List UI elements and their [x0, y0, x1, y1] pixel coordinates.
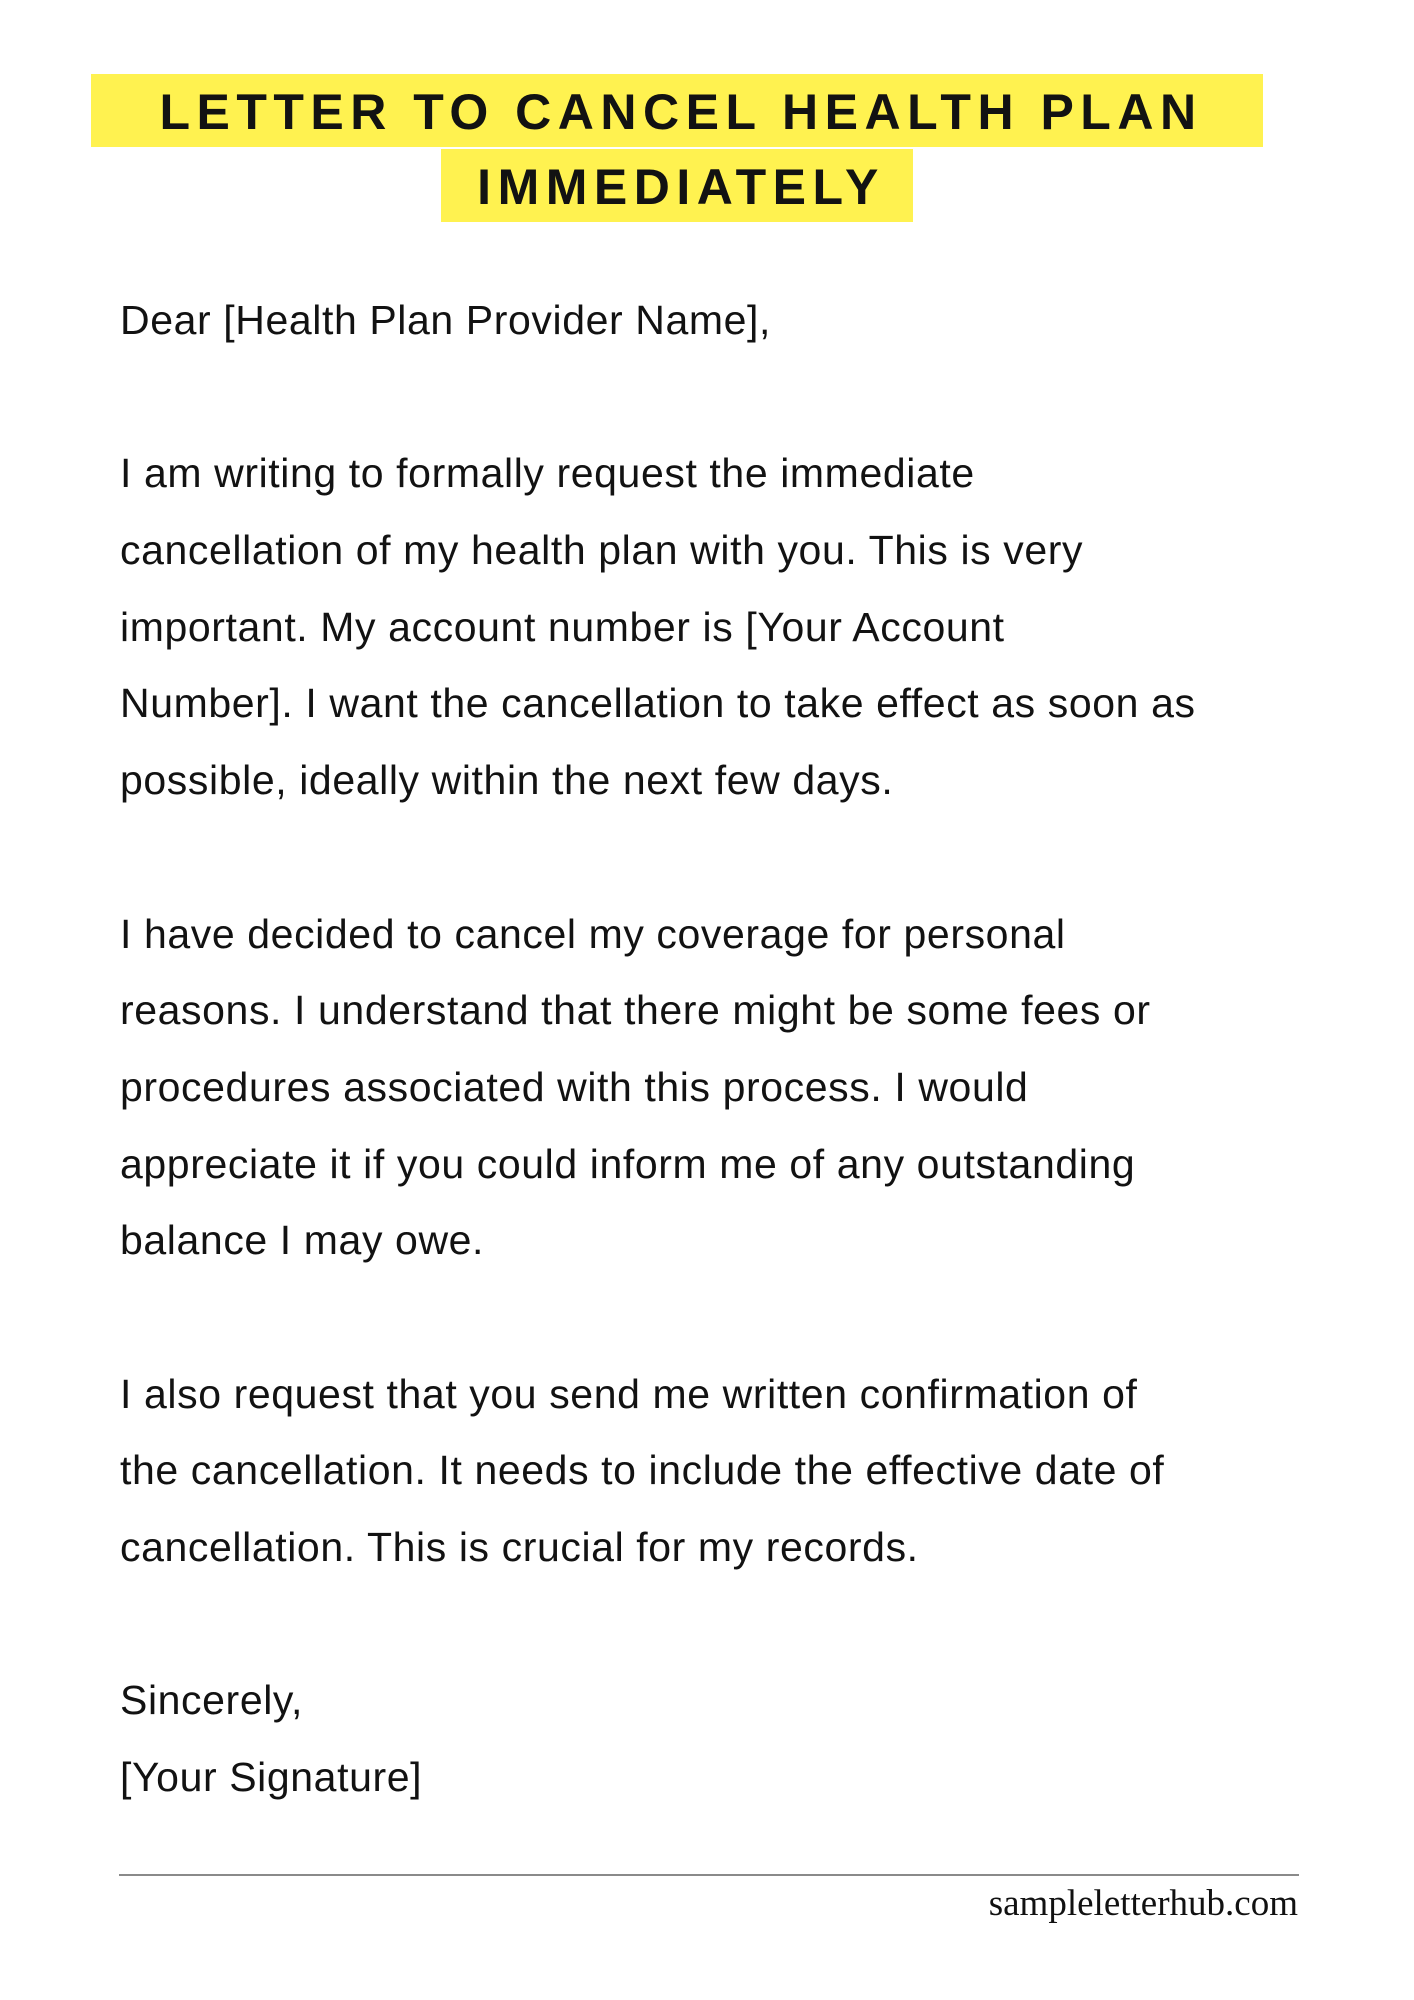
paragraph-line: I am writing to formally request the immediate — [120, 450, 975, 497]
paragraph-line: important. My account number is [Your Account — [120, 603, 1005, 650]
footer-divider — [119, 1874, 1299, 1876]
paragraph-line: cancellation of my health plan with you. This is very — [120, 527, 1084, 574]
signature: [Your Signature] — [120, 1754, 423, 1801]
title-highlight-1: LETTER TO CANCEL HEALTH PLAN — [91, 74, 1263, 147]
paragraph-line: appreciate it if you could inform me of any outstanding — [120, 1140, 1136, 1187]
paragraph-3 — [120, 1356, 1196, 1586]
letter-body — [120, 282, 1196, 1816]
paragraph-gap — [120, 1586, 1196, 1663]
closing: Sincerely, — [120, 1677, 303, 1724]
paragraph-gap — [120, 1279, 1196, 1356]
paragraph-line: I also request that you send me written confirmation of — [120, 1370, 1138, 1417]
paragraph-line: procedures associated with this process. I would — [120, 1063, 1029, 1110]
site-watermark: sampleletterhub.com — [988, 1883, 1298, 1924]
salutation: Dear [Health Plan Provider Name], — [120, 297, 772, 343]
paragraph-line: balance I may owe. — [120, 1217, 485, 1264]
letter-title — [0, 74, 1354, 224]
paragraph-line: possible, ideally within the next few days. — [120, 757, 894, 804]
paragraph-line: cancellation. This is crucial for my records. — [120, 1524, 919, 1570]
title-line-2 — [0, 149, 1354, 224]
paragraph-line: reasons. I understand that there might be some fees or — [120, 987, 1151, 1034]
paragraph-line: I have decided to cancel my coverage for personal — [120, 910, 1066, 957]
paragraph-gap — [120, 819, 1196, 896]
paragraph-gap — [120, 359, 1196, 436]
paragraph-1 — [120, 435, 1196, 818]
title-line-1 — [0, 74, 1354, 149]
title-highlight-2: IMMEDIATELY — [441, 149, 913, 222]
paragraph-line: the cancellation. It needs to include the effective date of — [120, 1447, 1165, 1494]
paragraph-line: Number]. I want the cancellation to take effect as soon as — [120, 680, 1196, 727]
paragraph-2 — [120, 896, 1196, 1279]
